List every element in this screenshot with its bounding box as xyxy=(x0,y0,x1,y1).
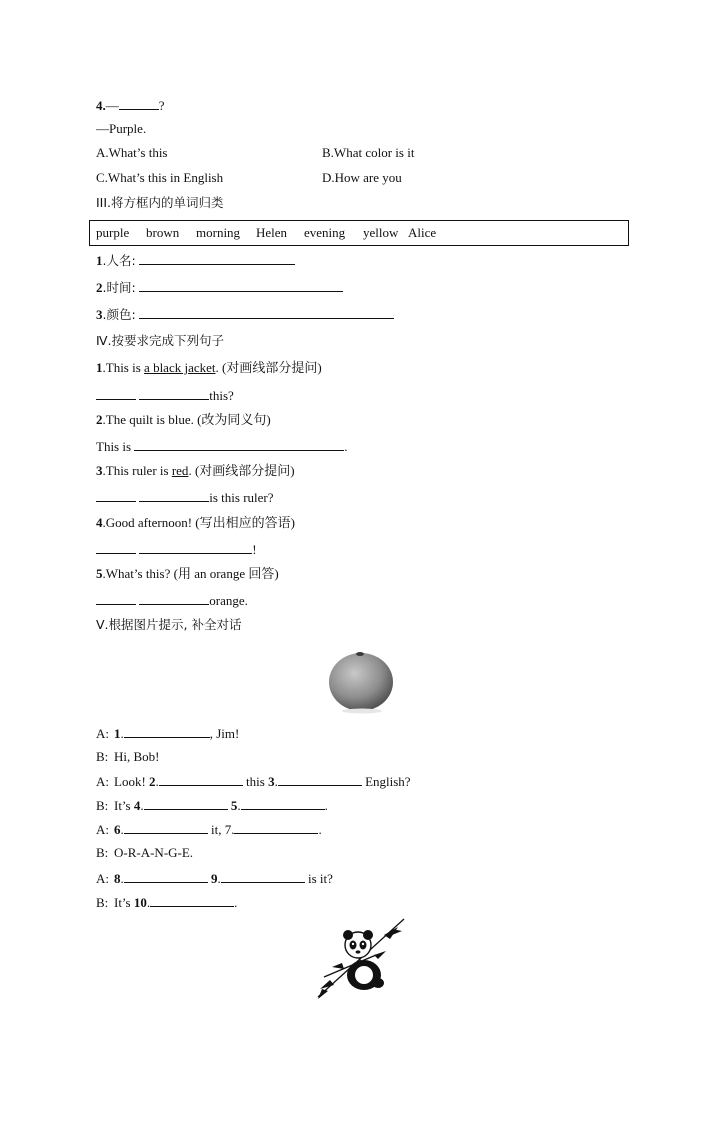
orange-image xyxy=(326,644,396,714)
panda-ear-right xyxy=(363,930,373,940)
answer-blank[interactable] xyxy=(139,251,295,265)
option-b[interactable]: B.What color is it xyxy=(322,145,415,160)
category-people: 1.人名: xyxy=(96,251,295,270)
dialogue-line-3: A: Look! 2. this 3. English? xyxy=(96,774,411,789)
panda-eye-shine-right xyxy=(362,943,364,945)
q4-options-row2 xyxy=(96,169,402,187)
section4-title: Ⅳ.按要求完成下列句子 xyxy=(96,333,225,348)
answer-blank[interactable] xyxy=(221,869,305,883)
dialogue-line-5: A: 6. it, 7. . xyxy=(96,822,322,837)
answer-blank[interactable] xyxy=(139,591,209,605)
answer-blank[interactable] xyxy=(139,386,209,400)
panda-belly xyxy=(355,966,373,984)
dialogue-line-4: B: It’s 4. 5. . xyxy=(96,798,328,813)
answer-blank[interactable] xyxy=(139,278,343,292)
orange-body xyxy=(329,653,393,711)
category-color: 3.颜色: xyxy=(96,305,394,324)
panda-bamboo-image xyxy=(314,915,408,1001)
q4-options-row1 xyxy=(96,144,415,162)
word: brown xyxy=(146,225,180,240)
answer-blank[interactable] xyxy=(144,796,228,810)
orange-shadow xyxy=(342,709,382,714)
option-d[interactable]: D.How are you xyxy=(322,170,402,185)
q4-prompt: 4.— ? xyxy=(96,98,165,113)
answer-blank[interactable] xyxy=(134,437,344,451)
option-a[interactable]: A.What’s this xyxy=(96,145,168,160)
dialogue-line-7: A: 8. 9. is it? xyxy=(96,871,333,886)
section3-title: III.将方框内的单词归类 xyxy=(96,195,224,210)
panda-eye-shine-left xyxy=(352,943,354,945)
panda-ear-left xyxy=(343,930,353,940)
word: Helen xyxy=(256,225,288,240)
dialogue-line-2: B: Hi, Bob! xyxy=(96,749,160,764)
word: morning xyxy=(196,225,241,240)
answer-blank[interactable] xyxy=(234,820,318,834)
answer-blank[interactable] xyxy=(96,488,136,502)
answer-blank[interactable] xyxy=(241,796,325,810)
answer-blank[interactable] xyxy=(96,386,136,400)
answer-blank[interactable] xyxy=(124,820,208,834)
answer-blank[interactable] xyxy=(96,540,136,554)
s4-q5: 5.What’s this? (用 an orange 回答) xyxy=(96,566,279,581)
word: Alice xyxy=(408,225,437,240)
answer-blank[interactable] xyxy=(278,772,362,786)
s4-q1: 1.This is a black jacket. (对画线部分提问) xyxy=(96,360,322,375)
answer-blank[interactable] xyxy=(159,772,243,786)
answer-blank[interactable] xyxy=(96,591,136,605)
s4-q3: 3.This ruler is red. (对画线部分提问) xyxy=(96,463,295,478)
section5-title: Ⅴ.根据图片提示, 补全对话 xyxy=(96,617,242,632)
s4-q4: 4.Good afternoon! (写出相应的答语) xyxy=(96,515,295,530)
answer-blank[interactable] xyxy=(139,488,209,502)
s4-q2-answer: This is . xyxy=(96,439,348,454)
dialogue-line-8: B: It’s 10. . xyxy=(96,895,238,910)
answer-blank[interactable] xyxy=(124,724,210,738)
answer-blank[interactable] xyxy=(124,869,208,883)
answer-blank[interactable] xyxy=(139,305,394,319)
s4-q1-answer: this? xyxy=(96,386,234,405)
s4-q2: 2.The quilt is blue. (改为同义句) xyxy=(96,412,271,427)
word-box xyxy=(89,220,629,246)
answer-blank[interactable] xyxy=(150,893,234,907)
word: evening xyxy=(304,225,346,240)
orange-stem xyxy=(356,652,364,656)
dialogue-line-1: A: 1. , Jim! xyxy=(96,726,240,741)
category-time: 2.时间: xyxy=(96,278,343,297)
answer-blank[interactable] xyxy=(139,540,252,554)
q4-answer: —Purple. xyxy=(96,121,147,136)
panda-nose xyxy=(356,950,361,953)
option-c[interactable]: C.What’s this in English xyxy=(96,170,224,185)
s4-q5-answer: orange. xyxy=(96,591,248,610)
panda-foot xyxy=(372,978,384,988)
dialogue-line-6: B: O-R-A-N-G-E. xyxy=(96,845,194,860)
s4-q4-answer: ! xyxy=(96,540,257,559)
word: yellow xyxy=(363,225,399,240)
word: purple xyxy=(96,225,130,240)
answer-blank[interactable] xyxy=(119,96,159,110)
s4-q3-answer: is this ruler? xyxy=(96,488,274,507)
